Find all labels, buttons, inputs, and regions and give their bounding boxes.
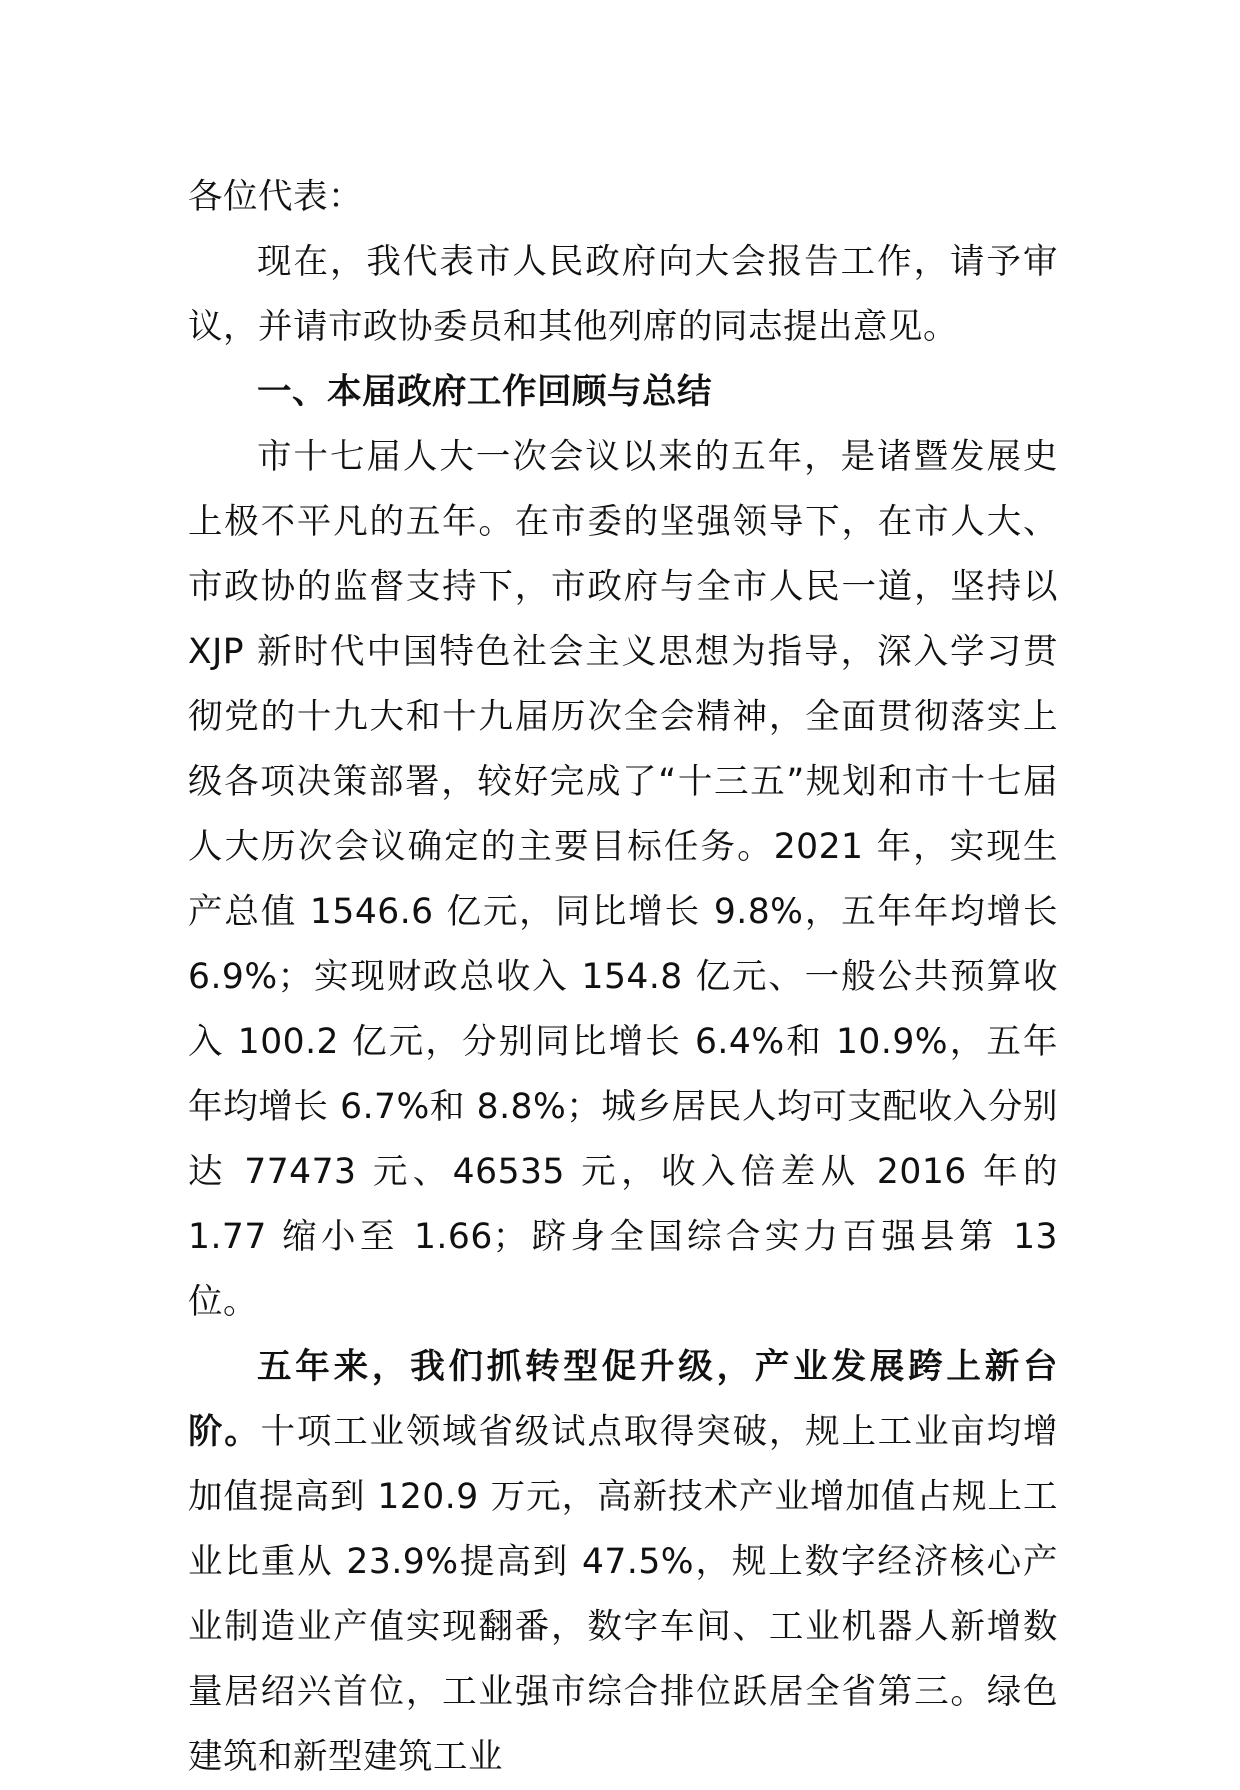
document-body [188,165,1058,1790]
section-heading: 一、本届政府工作回顾与总结 [257,372,712,412]
review-paragraph: 市十七届人大一次会议以来的五年，是诸暨发展史上极不平凡的五年。在市委的坚强领导下，在市人大、市政协的监督支持下，市政府与全市人民一道，坚持以 XJP 新时代中国特色社会主义思想为指导，深入学习贯彻党的十九大和十九届历次全会精神，全面贯彻落实上级各项决策部署，较好完成了“十三五”规划和市十七届人大历次会议确定的主要目标任务。2021 年，实现生产总值 1546.6 亿元，同比增长 9.8%，五年年均增长 6.9%；实现财政总收入 154.8 亿元、一般公共预算收入 100.2 亿元，分别同比增长 6.4%和 10.9%，五年年均增长 6.7%和 8.8%；城乡居民人均可支配收入分别达 77473 元、46535 元，收入倍差从 2016 年的 1.77 缩小至 1.66；跻身全国综合实力百强县第 13 位。 [188,437,1058,1322]
industry-paragraph-body: 十项工业领域省级试点取得突破，规上工业亩均增加值提高到 120.9 万元，高新技术产业增加值占规上工业比重从 23.9%提高到 47.5%，规上数字经济核心产业制造业产值实现翻番，数字车间、工业机器人新增数量居绍兴首位，工业强市综合排位跃居全省第三。绿色建筑和新型建筑工业 [188,1412,1058,1777]
intro-paragraph: 现在，我代表市人民政府向大会报告工作，请予审议，并请市政协委员和其他列席的同志提出意见。 [188,242,1058,347]
industry-paragraph-lead: 五年来，我们抓转型促升级，产业发展跨上新台阶。 [188,1347,1058,1452]
salutation: 各位代表： [188,177,363,217]
industry-paragraph [188,1335,1058,1790]
